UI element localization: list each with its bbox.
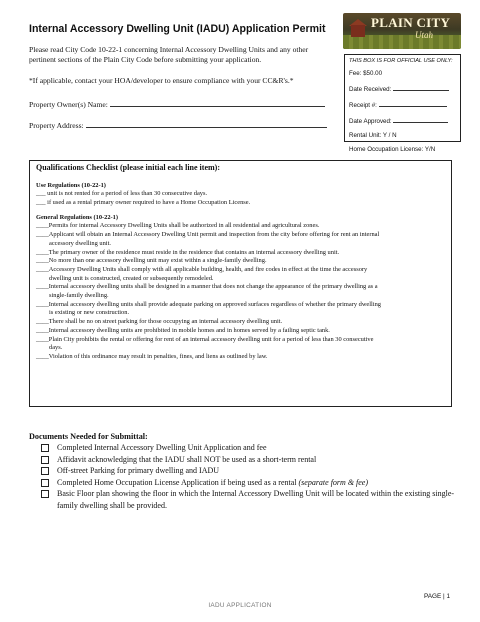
checklist-item-continuation: single-family dwelling. [49,292,109,300]
document-checkbox[interactable] [41,444,49,452]
hoa-notice: *If applicable, contact your HOA/developer to ensure compliance with your CC&R's.* [29,76,294,85]
document-item-text: Completed Home Occupation License Application if being used as a rental [57,477,299,487]
checklist-item[interactable] [36,231,445,248]
owner-name-field[interactable] [29,98,325,109]
document-item-text: Off-street Parking for primary dwelling and IADU [57,466,220,476]
document-item [29,454,469,466]
document-item-text: Completed Internal Accessory Dwelling Unit Application and fee [57,443,267,452]
rental-unit-text: Rental Unit: Y / N [349,132,397,139]
page-title: Internal Accessory Dwelling Unit (IADU) Application Permit [29,23,326,35]
checklist-item-text: ____There shall be no on street parking for those occupying an internal accessory dwelling unit. [36,318,283,326]
checklist-item-text: ____Violation of this ordinance may result in penalties, fines, and liens as outlined by law. [36,352,268,360]
checklist-item-continuation: accessory dwelling unit. [49,239,111,247]
owner-name-line[interactable] [110,98,325,107]
receipt-row [349,100,456,109]
document-item [29,488,469,511]
checklist-item-text: ____Applicant will obtain an Internal Accessory Dwelling Unit permit and inspection from the city before offering for rent an internal [36,231,380,239]
receipt-label: Receipt #: [349,102,377,109]
checklist-item[interactable] [36,257,445,266]
city-logo [343,13,461,49]
logo-state-name: Utah [415,30,433,40]
checklist-item-text: ____Internal accessory dwelling units shall be designed in a manner that does not change the appearance of the primary dwelling as a [36,283,378,291]
document-item [29,477,469,489]
checklist-item-text: ____Internal accessory dwelling units shall provide adequate parking on approved surfaces regardless of whether the primary dwelling [36,300,381,308]
logo-barn-icon [351,25,365,37]
checklist-item-continuation: dwelling unit is constructed, created or subsequently remodeled. [49,274,214,282]
property-address-label: Property Address: [29,121,84,130]
home-occupation-text: Home Occupation License: Y/N [349,146,436,153]
document-checkbox[interactable] [41,456,49,464]
use-regulations-title: Use Regulations (10-22-1) [36,182,106,189]
checklist-item-text: ____Accessory Dwelling Units shall comply with all applicable building, health, and fire codes in effect at the time the accessory [36,265,368,273]
property-address-field[interactable] [29,119,327,130]
receipt-blank[interactable] [379,100,447,107]
checklist-heading: Qualifications Checklist (please initial each line item): [36,163,220,172]
document-checkbox[interactable] [41,467,49,475]
qualifications-checklist [29,160,452,407]
checklist-item[interactable] [36,336,445,353]
document-checkbox[interactable] [41,479,49,487]
document-checkbox[interactable] [41,490,49,498]
document-item [29,465,469,477]
fee-text: Fee: $50.00 [349,70,383,77]
checklist-item-continuation: is existing or new construction. [49,309,130,317]
official-box-header: THIS BOX IS FOR OFFICIAL USE ONLY: [349,58,453,64]
date-received-blank[interactable] [393,84,449,91]
checklist-item-text: ____Internal accessory dwelling units are prohibited in mobile homes and in homes served by a failing septic tank. [36,326,330,334]
checklist-item-text: ____The primary owner of the residence must reside in the residence that contains an internal accessory dwelling unit. [36,248,340,256]
checklist-item-text: ____Plain City prohibits the rental or offering for rent of an internal accessory dwelling unit for a period of less than 30 consecutive [36,335,374,343]
general-regulations-title: General Regulations (10-22-1) [36,214,119,222]
checklist-item-continuation: days. [49,344,63,352]
date-approved-blank[interactable] [393,116,448,123]
checklist-item[interactable] [36,353,445,362]
checklist-item[interactable] [36,222,445,231]
document-item-note: (separate form & fee) [298,477,369,487]
logo-city-name: PLAIN CITY [371,15,451,30]
intro-paragraph: Please read City Code 10-22-1 concerning Internal Accessory Dwelling Units and any other pertinent sections of the Plain City Code before submitting your application. [29,45,309,64]
date-approved-row [349,116,456,125]
document-item [29,442,469,454]
page-number: PAGE | 1 [424,593,451,600]
checklist-item[interactable] [36,249,445,258]
date-received-row [349,84,456,93]
owner-name-label: Property Owner(s) Name: [29,100,108,109]
checklist-item[interactable] [36,318,445,327]
logo-field-graphic [343,35,461,49]
checklist-item[interactable] [36,283,445,300]
checklist-item[interactable]: ___ if used as a rental primary owner required to have a Home Occupation License. [36,198,251,206]
property-address-line[interactable] [86,119,327,128]
checklist-item[interactable]: ___ unit is not rented for a period of less than 30 consecutive days. [36,190,208,197]
checklist-item-text: ____No more than one accessory dwelling unit may exist within a single-family dwelling. [36,257,267,265]
date-approved-label: Date Approved: [349,118,392,125]
documents-heading: Documents Needed for Submittal: [29,432,148,441]
footer-label: IADU APPLICATION [208,602,272,609]
date-received-label: Date Received: [349,86,392,93]
document-item-text: Affidavit acknowledging that the IADU shall NOT be used as a short-term rental [57,454,317,464]
checklist-item[interactable] [36,327,445,336]
checklist-item-text: ____Permits for internal Accessory Dwelling Units shall be authorized in all residential and agricultural zones. [36,222,320,230]
checklist-item[interactable] [36,266,445,283]
checklist-item[interactable] [36,301,445,318]
document-item-text: Basic Floor plan showing the floor in which the Internal Accessory Dwelling Unit will be located within the existing single-family dwelling shall be provided. [57,489,455,510]
documents-section [29,432,469,512]
official-use-box [344,54,461,153]
